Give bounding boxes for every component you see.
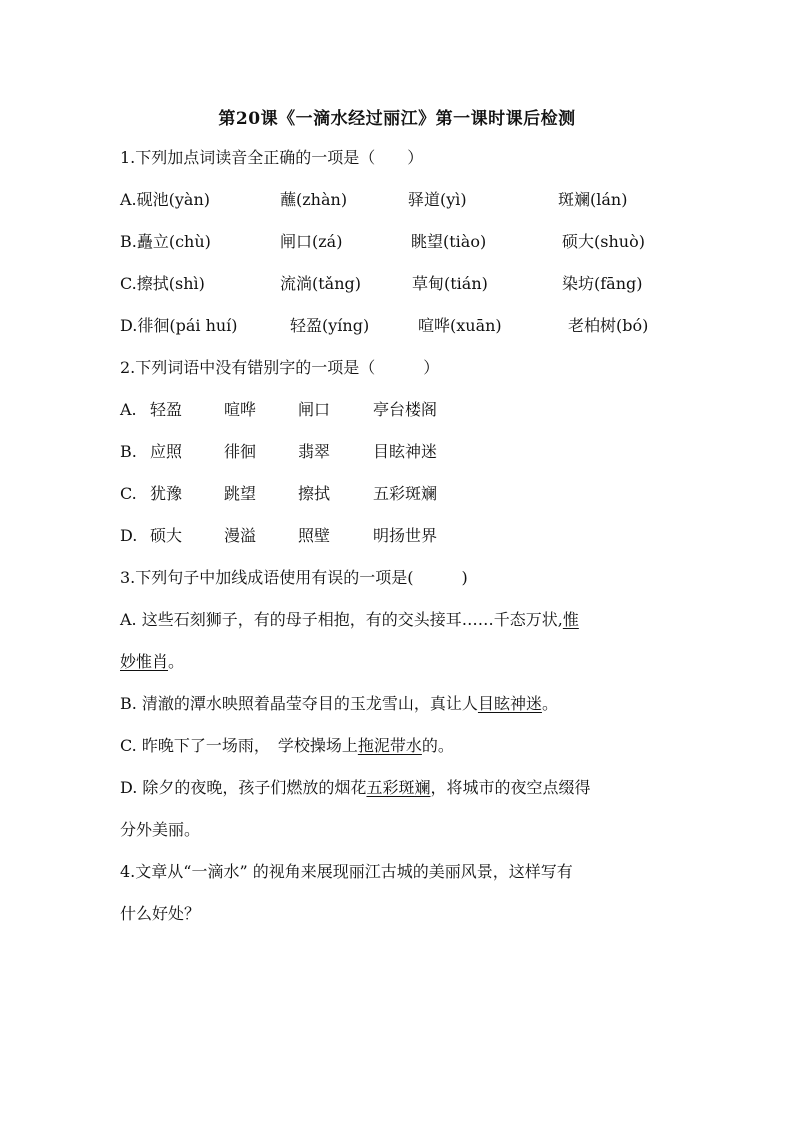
q1-b-item-3: 眺望(tiào) (411, 232, 487, 251)
q1-option-a (120, 188, 680, 212)
q3-b-text: B. 清澈的潭水映照着晶莹夺目的玉龙雪山，真让人 (120, 694, 478, 713)
q3-a-text: A. 这些石刻狮子，有的母子相抱，有的交头接耳……千态万状, (120, 610, 563, 629)
q1-c-item-4: 染坊(fāng) (562, 274, 643, 293)
q3-a-end: 。 (168, 652, 185, 671)
q2-c-word-1: 犹豫 (150, 484, 183, 503)
q1-a-item-2: 蘸(zhàn) (280, 190, 348, 209)
q2-option-a (120, 398, 500, 422)
q3-c-underlined-idiom: 拖泥带水 (357, 736, 422, 755)
q1-c-item-3: 草甸(tián) (412, 274, 488, 293)
q2-a-word-2: 喧哗 (224, 400, 257, 419)
q3-c-end: 的。 (421, 736, 454, 755)
q2-b-word-4: 目眩神迷 (373, 442, 438, 461)
q1-option-c (120, 272, 680, 296)
q1-c-item-1: C.擦拭(shì) (120, 274, 205, 293)
q1-d-item-3: 喧哗(xuān) (418, 316, 502, 335)
q4-stem-line2: 什么好处？ (120, 904, 201, 923)
q1-b-item-2: 闸口(zá) (280, 232, 343, 251)
q2-stem: 2.下列词语中没有错别字的一项是（ ） (120, 358, 440, 377)
q1-d-item-2: 轻盈(yíng) (290, 316, 370, 335)
q2-d-word-4: 明扬世界 (373, 526, 438, 545)
q1-a-item-4: 斑斓(lán) (558, 190, 628, 209)
q3-option-d-line2: 分外美丽。 (120, 820, 201, 839)
q1-b-item-4: 硕大(shuò) (562, 232, 645, 251)
q2-d-word-3: 照壁 (298, 526, 331, 545)
q3-option-a-line1 (120, 608, 579, 632)
q3-d-underlined-idiom: 五彩斑斓 (366, 778, 431, 797)
q2-d-letter: D. (120, 526, 138, 545)
q2-b-word-1: 应照 (150, 442, 183, 461)
q2-a-letter: A. (120, 400, 137, 419)
q1-option-b (120, 230, 680, 254)
q1-a-item-1: A.砚池(yàn) (120, 190, 211, 209)
q1-stem: 1.下列加点词读音全正确的一项是（ ） (120, 148, 424, 167)
q1-d-item-4: 老柏树(bó) (568, 316, 649, 335)
q1-b-item-1: B.矗立(chù) (120, 232, 211, 251)
q2-d-word-1: 硕大 (150, 526, 183, 545)
q3-d-text: D. 除夕的夜晚，孩子们燃放的烟花 (120, 778, 367, 797)
q3-d-text-rest: ，将城市的夜空点缀得 (430, 778, 591, 797)
q2-b-word-3: 翡翠 (298, 442, 331, 461)
q1-d-item-1: D.徘徊(pái huí) (120, 316, 238, 335)
q2-a-word-3: 闸口 (298, 400, 331, 419)
q4-stem-line1: 4.文章从“一滴水” 的视角来展现丽江古城的美丽风景，这样写有 (120, 862, 573, 881)
page-title: 第20课《一滴水经过丽江》第一课时课后检测 (218, 109, 576, 129)
q2-c-word-4: 五彩斑斓 (373, 484, 438, 503)
q1-option-d (120, 314, 680, 338)
q2-a-word-4: 亭台楼阁 (373, 400, 438, 419)
q3-option-a-line2 (120, 650, 184, 674)
q3-option-c (120, 734, 454, 758)
q3-a-underlined-idiom-start: 惟 (562, 610, 579, 629)
q2-b-letter: B. (120, 442, 137, 461)
q3-b-underlined-idiom: 目眩神迷 (477, 694, 542, 713)
q3-a-underlined-idiom-end: 妙惟肖 (120, 652, 169, 671)
q2-a-word-1: 轻盈 (150, 400, 183, 419)
q2-option-c (120, 482, 500, 506)
q2-option-d (120, 524, 500, 548)
q2-option-b (120, 440, 500, 464)
q2-c-letter: C. (120, 484, 137, 503)
q3-stem: 3.下列句子中加线成语使用有误的一项是( ) (120, 568, 468, 587)
q2-d-word-2: 漫溢 (224, 526, 257, 545)
q3-c-text: C. 昨晚下了一场雨， 学校操场上 (120, 736, 358, 755)
q3-option-b (120, 692, 558, 716)
q2-c-word-2: 跳望 (224, 484, 257, 503)
q1-a-item-3: 驿道(yì) (408, 190, 467, 209)
q1-c-item-2: 流淌(tǎng) (280, 274, 362, 293)
q3-option-d-line1 (120, 776, 590, 800)
q2-b-word-2: 徘徊 (224, 442, 257, 461)
q3-b-end: 。 (541, 694, 558, 713)
q2-c-word-3: 擦拭 (298, 484, 331, 503)
